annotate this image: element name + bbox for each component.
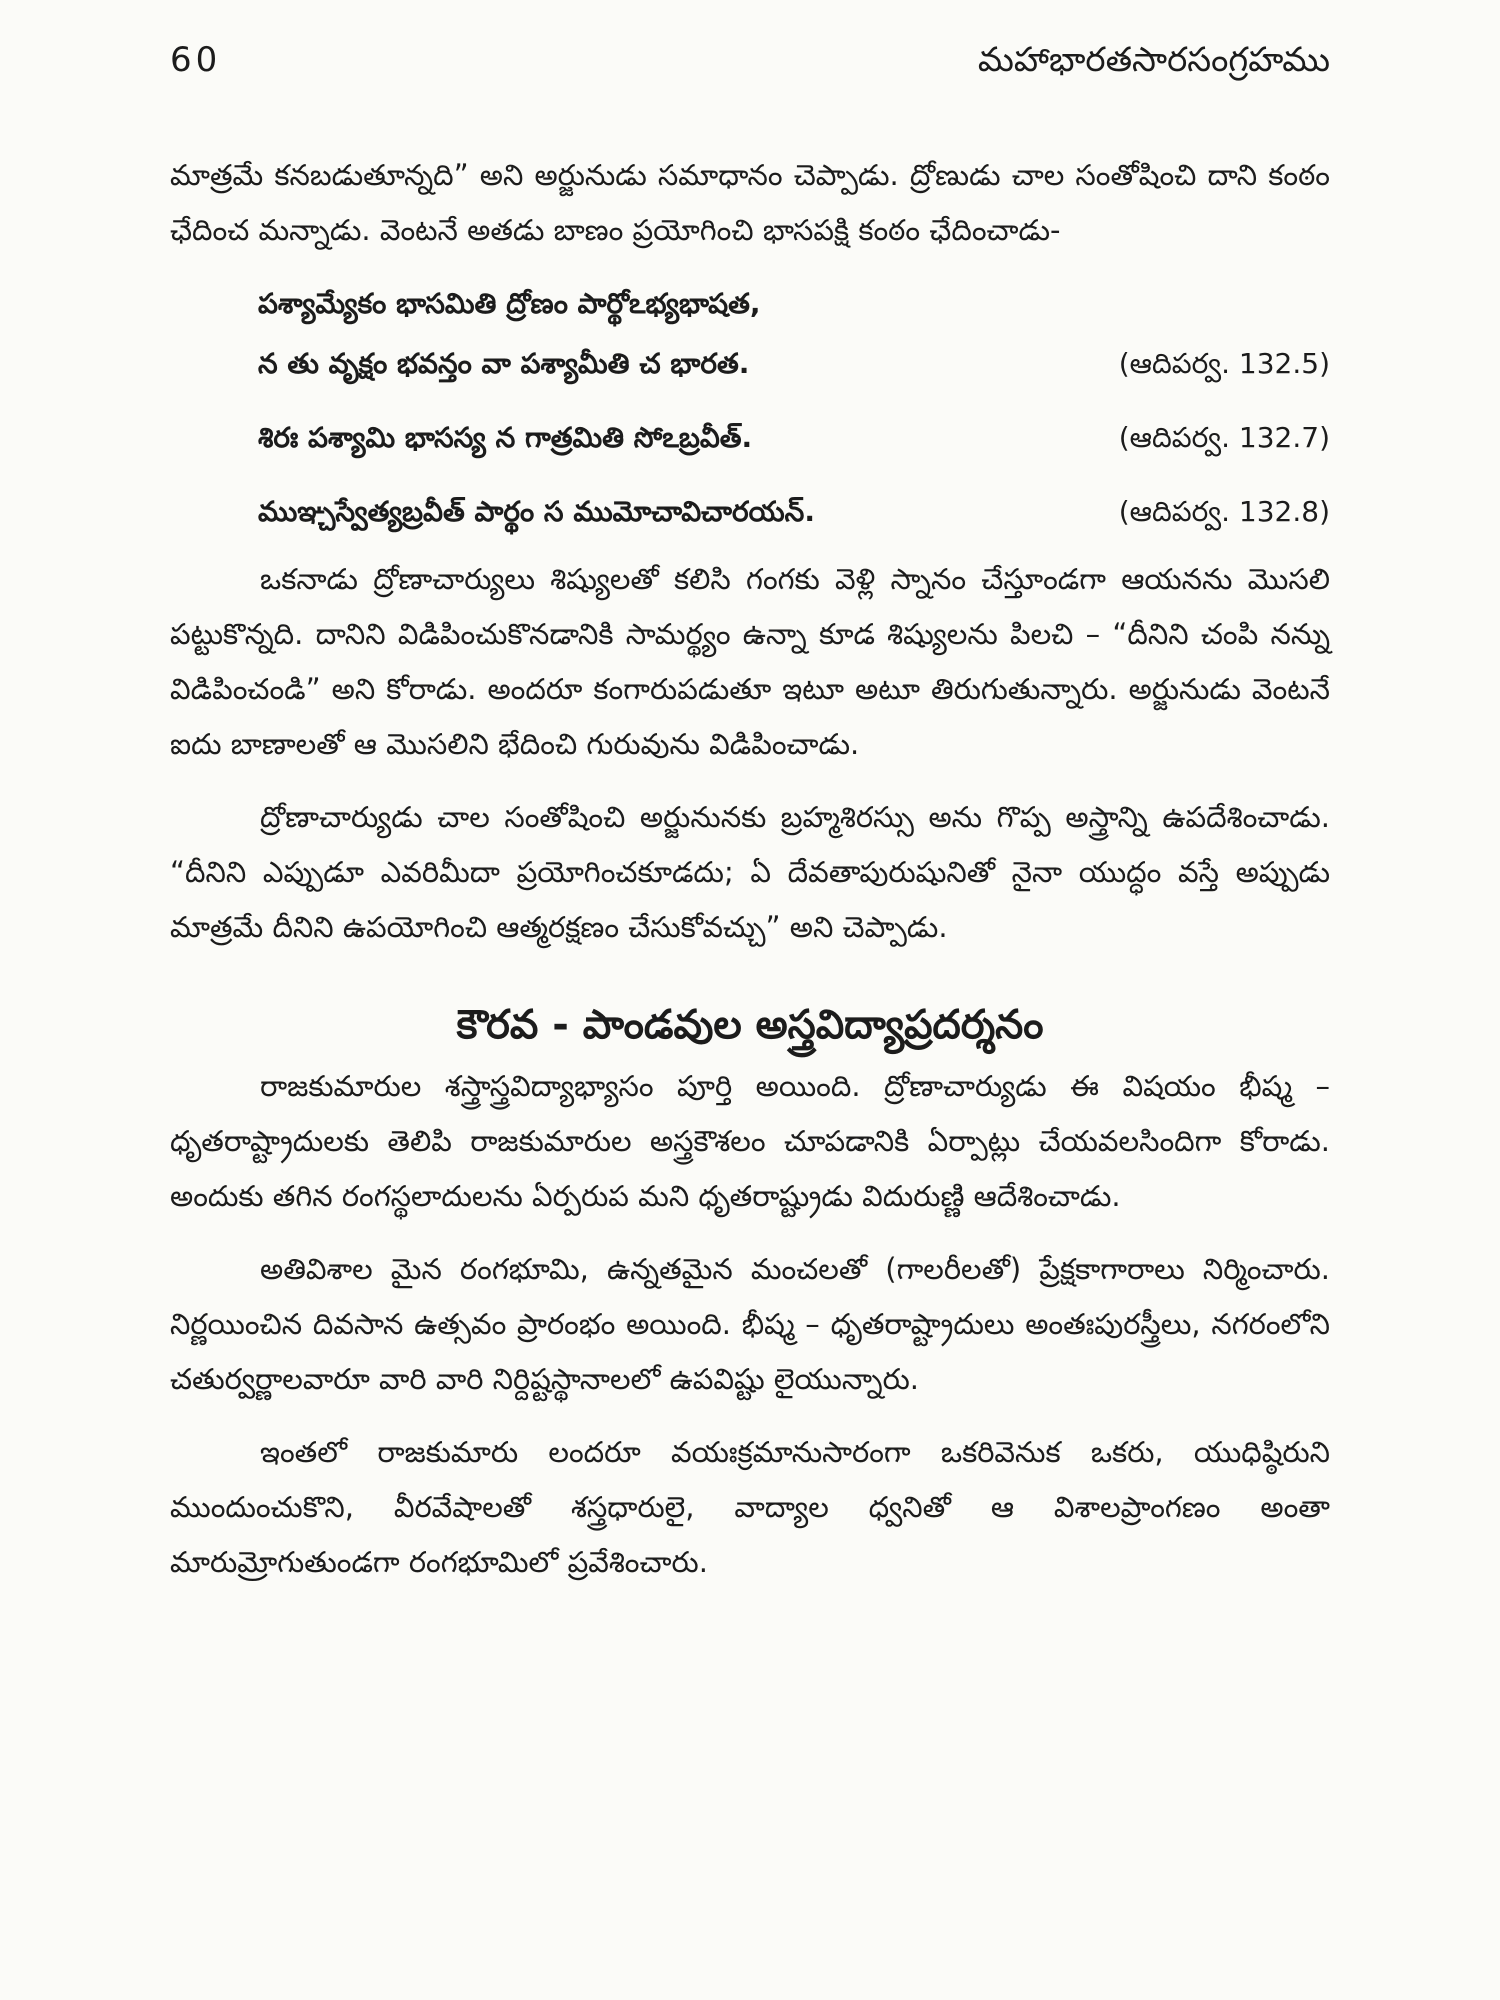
verse-line <box>258 334 1330 394</box>
verse-line <box>258 408 1330 468</box>
sanskrit-verses <box>258 274 1330 542</box>
running-title: మహాభారతసారసంగ్రహము <box>977 40 1330 80</box>
page-number: 60 <box>170 40 222 80</box>
paragraph-4: రాజకుమారుల శస్త్రాస్త్రవిద్యాభ్యాసం పూర్తి అయింది. ద్రోణాచార్యుడు ఈ విషయం భీష్మ – ధృతరాష్ట్రాదులకు తెలిపి రాజకుమారుల అస్త్రకౌశలం చూపడానికి ఏర్పాట్లు చేయవలసిందిగా కోరాడు. అందుకు తగిన రంగస్థలాదులను ఏర్పరుప మని ధృతరాష్ట్రుడు విదురుణ్ణి ఆదేశించాడు. <box>170 1069 1330 1213</box>
verse-text: శిరః పశ్యామి భాసస్య న గాత్రమితి సోఽబ్రవీత్. <box>258 421 753 454</box>
paragraph-3: ద్రోణాచార్యుడు చాల సంతోషించి అర్జునునకు బ్రహ్మశిరస్సు అను గొప్ప అస్త్రాన్ని ఉపదేశించాడు. “దీనిని ఎప్పుడూ ఎవరిమీదా ప్రయోగించకూడదు; ఏ దేవతాపురుషునితో నైనా యుద్ధం వస్తే అప్పుడు మాత్రమే దీనిని ఉపయోగించి ఆత్మరక్షణం చేసుకోవచ్చు” అని చెప్పాడు. <box>170 800 1330 944</box>
verse-text: న తు వృక్షం భవన్తం వా పశ్యామీతి చ భారత. <box>258 347 750 380</box>
paragraph-6: ఇంతలో రాజకుమారు లందరూ వయఃక్రమానుసారంగా ఒకరివెనుక ఒకరు, యుధిష్ఠిరుని ముందుంచుకొని, వీరవేషాలతో శస్త్రధారులై, వాద్యాల ధ్వనితో ఆ విశాలప్రాంగణం అంతా మారుమ్రోగుతుండగా రంగభూమిలో ప్రవేశించారు. <box>170 1435 1330 1579</box>
page-header <box>170 40 1330 100</box>
section-heading: కౌరవ - పాండవుల అస్త్రవిద్యాప్రదర్శనం <box>456 1002 1044 1048</box>
verse-text: ముఞ్చస్వేత్యబ్రవీత్ పార్థం స ముమోచావిచారయన్. <box>258 495 815 528</box>
verse-line <box>258 482 1330 542</box>
verse-reference: (ఆదిపర్వ. 132.7) <box>1118 421 1330 454</box>
verse-reference: (ఆదిపర్వ. 132.5) <box>1118 347 1330 380</box>
page-body <box>170 148 1330 1590</box>
paragraph-5: అతివిశాల మైన రంగభూమి, ఉన్నతమైన మంచలతో (గాలరీలతో) ప్రేక్షకాగారాలు నిర్మించారు. నిర్ణయించిన దివసాన ఉత్సవం ప్రారంభం అయింది. భీష్మ – ధృతరాష్ట్రాదులు అంతఃపురస్త్రీలు, నగరంలోని చతుర్వర్ణాలవారూ వారి వారి నిర్దిష్టస్థానాలలో ఉపవిష్టు లైయున్నారు. <box>170 1252 1330 1396</box>
verse-text: పశ్యామ్యేకం భాసమితి ద్రోణం పార్థోఽభ్యభాషత, <box>258 287 761 320</box>
verse-reference: (ఆదిపర్వ. 132.8) <box>1118 495 1330 528</box>
paragraph-2: ఒకనాడు ద్రోణాచార్యులు శిష్యులతో కలిసి గంగకు వెళ్లి స్నానం చేస్తూండగా ఆయనను మొసలి పట్టుకొన్నది. దానిని విడిపించుకొనడానికి సామర్థ్యం ఉన్నా కూడ శిష్యులను పిలచి – “దీనిని చంపి నన్ను విడిపించండి” అని కోరాడు. అందరూ కంగారుపడుతూ ఇటూ అటూ తిరుగుతున్నారు. అర్జునుడు వెంటనే ఐదు బాణాలతో ఆ మొసలిని భేదించి గురువును విడిపించాడు. <box>170 562 1330 761</box>
paragraph-1: మాత్రమే కనబడుతూన్నది” అని అర్జునుడు సమాధానం చెప్పాడు. ద్రోణుడు చాల సంతోషించి దాని కంఠం ఛేదించ మన్నాడు. వెంటనే అతడు బాణం ప్రయోగించి భాసపక్షి కంఠం ఛేదించాడు- <box>170 158 1330 247</box>
verse-line <box>258 274 1330 334</box>
